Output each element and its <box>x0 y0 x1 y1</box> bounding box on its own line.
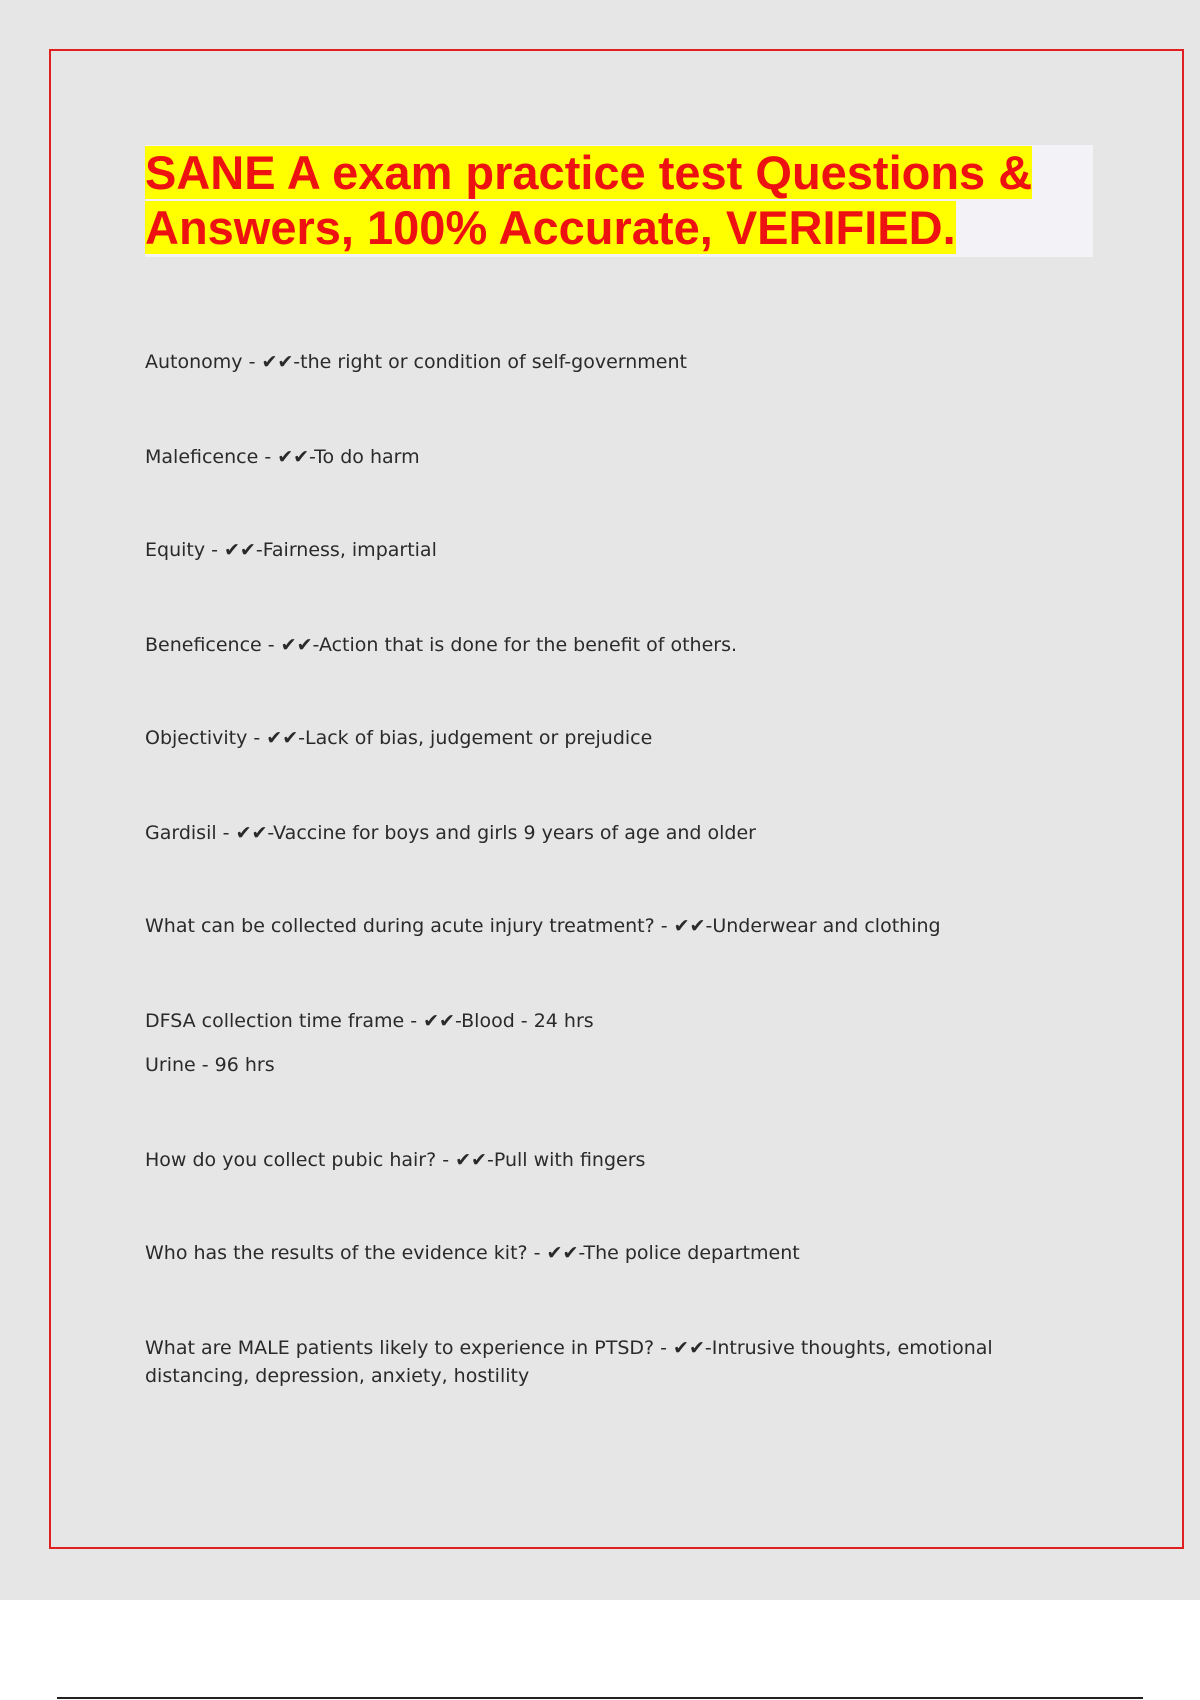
qa-text: Maleficence - ✔✔-To do harm <box>145 446 420 468</box>
qa-item-objectivity <box>145 724 1085 752</box>
qa-text: Equity - ✔✔-Fairness, impartial <box>145 539 437 561</box>
qa-item-autonomy <box>145 348 1085 376</box>
qa-text: How do you collect pubic hair? - ✔✔-Pull with fingers <box>145 1149 646 1171</box>
qa-text: What are MALE patients likely to experience in PTSD? - ✔✔-Intrusive thoughts, emotional distancing, depression, anxiety, hostility <box>145 1337 993 1387</box>
footer-rule <box>57 1697 1143 1699</box>
qa-item-maleficence <box>145 443 1085 471</box>
page-title <box>145 145 1105 255</box>
qa-text: What can be collected during acute injury treatment? - ✔✔-Underwear and clothing <box>145 915 941 937</box>
qa-item-gardisil <box>145 819 1085 847</box>
qa-text: Gardisil - ✔✔-Vaccine for boys and girls 9 years of age and older <box>145 822 756 844</box>
qa-item-acute-injury <box>145 912 1085 940</box>
qa-text: Autonomy - ✔✔-the right or condition of self-government <box>145 351 687 373</box>
qa-item-dfsa <box>145 1007 1085 1079</box>
qa-item-pubic-hair <box>145 1146 1085 1174</box>
title-highlight: SANE A exam practice test Questions & Answers, 100% Accurate, VERIFIED. <box>145 146 1033 254</box>
qa-text: Beneficence - ✔✔-Action that is done for the benefit of others. <box>145 634 738 656</box>
qa-item-ptsd <box>145 1334 1085 1390</box>
qa-item-beneficence <box>145 631 1085 659</box>
qa-text: Who has the results of the evidence kit? - ✔✔-The police department <box>145 1242 800 1264</box>
page-border-frame <box>49 49 1184 1549</box>
qa-item-evidence-kit <box>145 1239 1085 1267</box>
qa-text: DFSA collection time frame - ✔✔-Blood - 24 hrs <box>145 1010 594 1032</box>
qa-text-continuation: Urine - 96 hrs <box>145 1054 275 1076</box>
qa-item-equity <box>145 536 1085 564</box>
qa-text: Objectivity - ✔✔-Lack of bias, judgement or prejudice <box>145 727 653 749</box>
